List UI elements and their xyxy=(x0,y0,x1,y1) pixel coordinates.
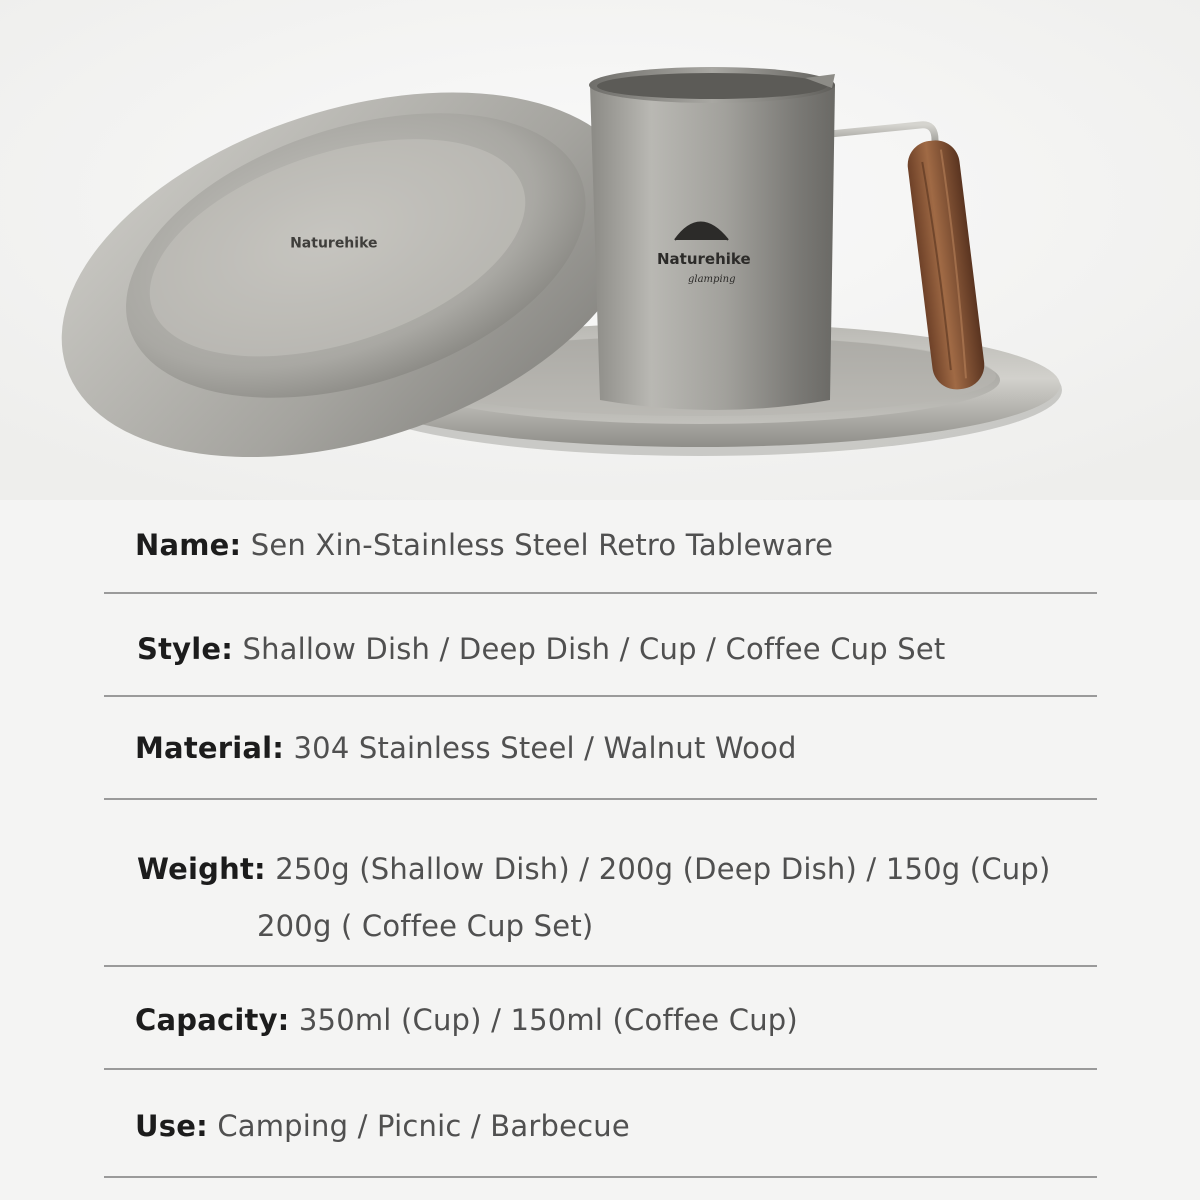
spec-divider xyxy=(104,1176,1097,1178)
spec-weight-line2: 200g ( Coffee Cup Set) xyxy=(257,909,594,943)
spec-use xyxy=(135,1109,630,1143)
spec-label: Name: xyxy=(135,528,242,562)
spec-divider xyxy=(104,798,1097,800)
cup-brand-mark: Naturehike xyxy=(657,250,751,268)
spec-value: 350ml (Cup) / 150ml (Coffee Cup) xyxy=(298,1003,798,1037)
dish-brand-mark: Naturehike xyxy=(290,235,378,252)
spec-divider xyxy=(104,965,1097,967)
spec-weight xyxy=(137,852,1050,886)
spec-style xyxy=(137,632,945,666)
spec-material xyxy=(135,731,797,765)
spec-value: Sen Xin-Stainless Steel Retro Tableware xyxy=(250,528,834,562)
spec-value: 304 Stainless Steel / Walnut Wood xyxy=(293,731,797,765)
spec-divider xyxy=(104,695,1097,697)
spec-label: Material: xyxy=(135,731,285,765)
spec-name xyxy=(135,528,833,562)
spec-divider xyxy=(104,1068,1097,1070)
spec-label: Capacity: xyxy=(135,1003,290,1037)
spec-divider xyxy=(104,592,1097,594)
spec-value: 250g (Shallow Dish) / 200g (Deep Dish) / 150g (Cup) xyxy=(275,852,1051,886)
spec-capacity xyxy=(135,1003,798,1037)
spec-label: Use: xyxy=(135,1109,208,1143)
spec-value: Camping / Picnic / Barbecue xyxy=(217,1109,630,1143)
cup-brand-sub: glamping xyxy=(688,274,736,285)
spec-value: Shallow Dish / Deep Dish / Cup / Coffee Cup Set xyxy=(242,632,946,666)
spec-label: Style: xyxy=(137,632,234,666)
spec-label: Weight: xyxy=(137,852,266,886)
